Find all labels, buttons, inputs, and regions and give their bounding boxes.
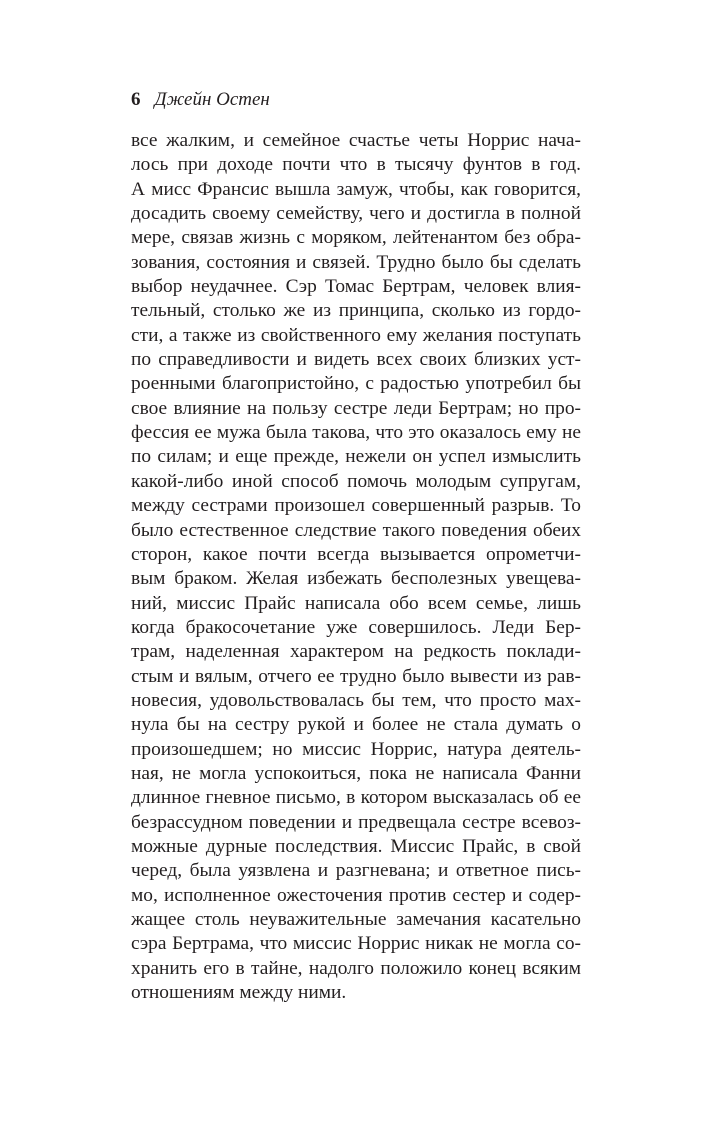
text-line: черед, была уязвлена и разгневана; и ответное пись-: [131, 860, 581, 882]
running-header: [131, 88, 270, 112]
text-line: можные дурные последствия. Миссис Прайс, в свой: [131, 835, 581, 857]
text-line: нула бы на сестру рукой и более не стала думать о: [131, 714, 581, 736]
text-line: роенными благопристойно, с радостью употребил бы: [131, 373, 581, 395]
text-line: свое влияние на пользу сестре леди Бертрам; но про-: [131, 397, 581, 419]
text-line: трам, наделенная характером на редкость поклади-: [131, 641, 581, 663]
text-line: хранить его в тайне, надолго положило конец всяким: [131, 957, 581, 979]
text-line: тельный, столько же из принципа, сколько из гордо-: [131, 300, 581, 322]
text-line: сэра Бертрама, что миссис Норрис никак не могла со-: [131, 933, 581, 955]
text-line: было естественное следствие такого поведения обеих: [131, 519, 581, 541]
text-line: когда бракосочетание уже совершилось. Леди Бер-: [131, 616, 581, 638]
text-line: жащее столь неуважительные замечания касательно: [131, 909, 581, 930]
body-text: [131, 129, 581, 1005]
text-line: какой-либо иной способ помочь молодым супругам,: [131, 470, 581, 492]
text-line: выбор неудачнее. Сэр Томас Бертрам, человек влия-: [131, 276, 581, 298]
text-line: стым и вялым, отчего ее трудно было вывести из рав-: [131, 665, 581, 687]
text-line: длинное гневное письмо, в котором высказалась об ее: [131, 787, 581, 809]
text-line: ний, миссис Прайс написала обо всем семье, лишь: [131, 592, 581, 614]
text-line: сторон, какое почти всегда вызывается опрометчи-: [131, 543, 581, 565]
text-line: сти, а также из свойственного ему желания поступать: [131, 324, 581, 346]
text-line: ная, не могла успокоиться, пока не написала Фанни: [131, 762, 581, 784]
running-head-author: Джейн Остен: [154, 89, 270, 110]
text-line: фессия ее мужа была такова, что это оказалось ему не: [131, 422, 581, 444]
text-line: безрассудном поведении и предвещала сестре всевоз-: [131, 811, 581, 833]
text-line: вым браком. Желая избежать бесполезных увещева-: [131, 568, 581, 590]
text-line: досадить своему семейству, чего и достигла в полной: [131, 203, 581, 225]
text-line: все жалким, и семейное счастье четы Норрис нача-: [131, 130, 581, 151]
text-line: зования, состояния и связей. Трудно было бы сделать: [131, 251, 581, 273]
text-line: по силам; и еще прежде, нежели он успел измыслить: [131, 446, 581, 468]
text-line: произошедшем; но миссис Норрис, натура деятель-: [131, 738, 581, 760]
text-line: между сестрами произошел совершенный разрыв. То: [131, 495, 581, 517]
text-line: мо, исполненное ожесточения против сестер и содер-: [131, 884, 581, 906]
text-line: А мисс Франсис вышла замуж, чтобы, как говорится,: [131, 178, 581, 200]
text-line: лось при доходе почти что в тысячу фунтов в год.: [131, 154, 581, 176]
page-number: 6: [131, 89, 141, 110]
text-line: новесия, удовольствовалась бы тем, что просто мах-: [131, 689, 581, 711]
text-line: отношениям между ними.: [131, 982, 347, 1004]
text-line: мере, связав жизнь с моряком, лейтенантом без обра-: [131, 227, 581, 249]
text-line: по справедливости и видеть всех своих близких уст-: [131, 349, 581, 371]
